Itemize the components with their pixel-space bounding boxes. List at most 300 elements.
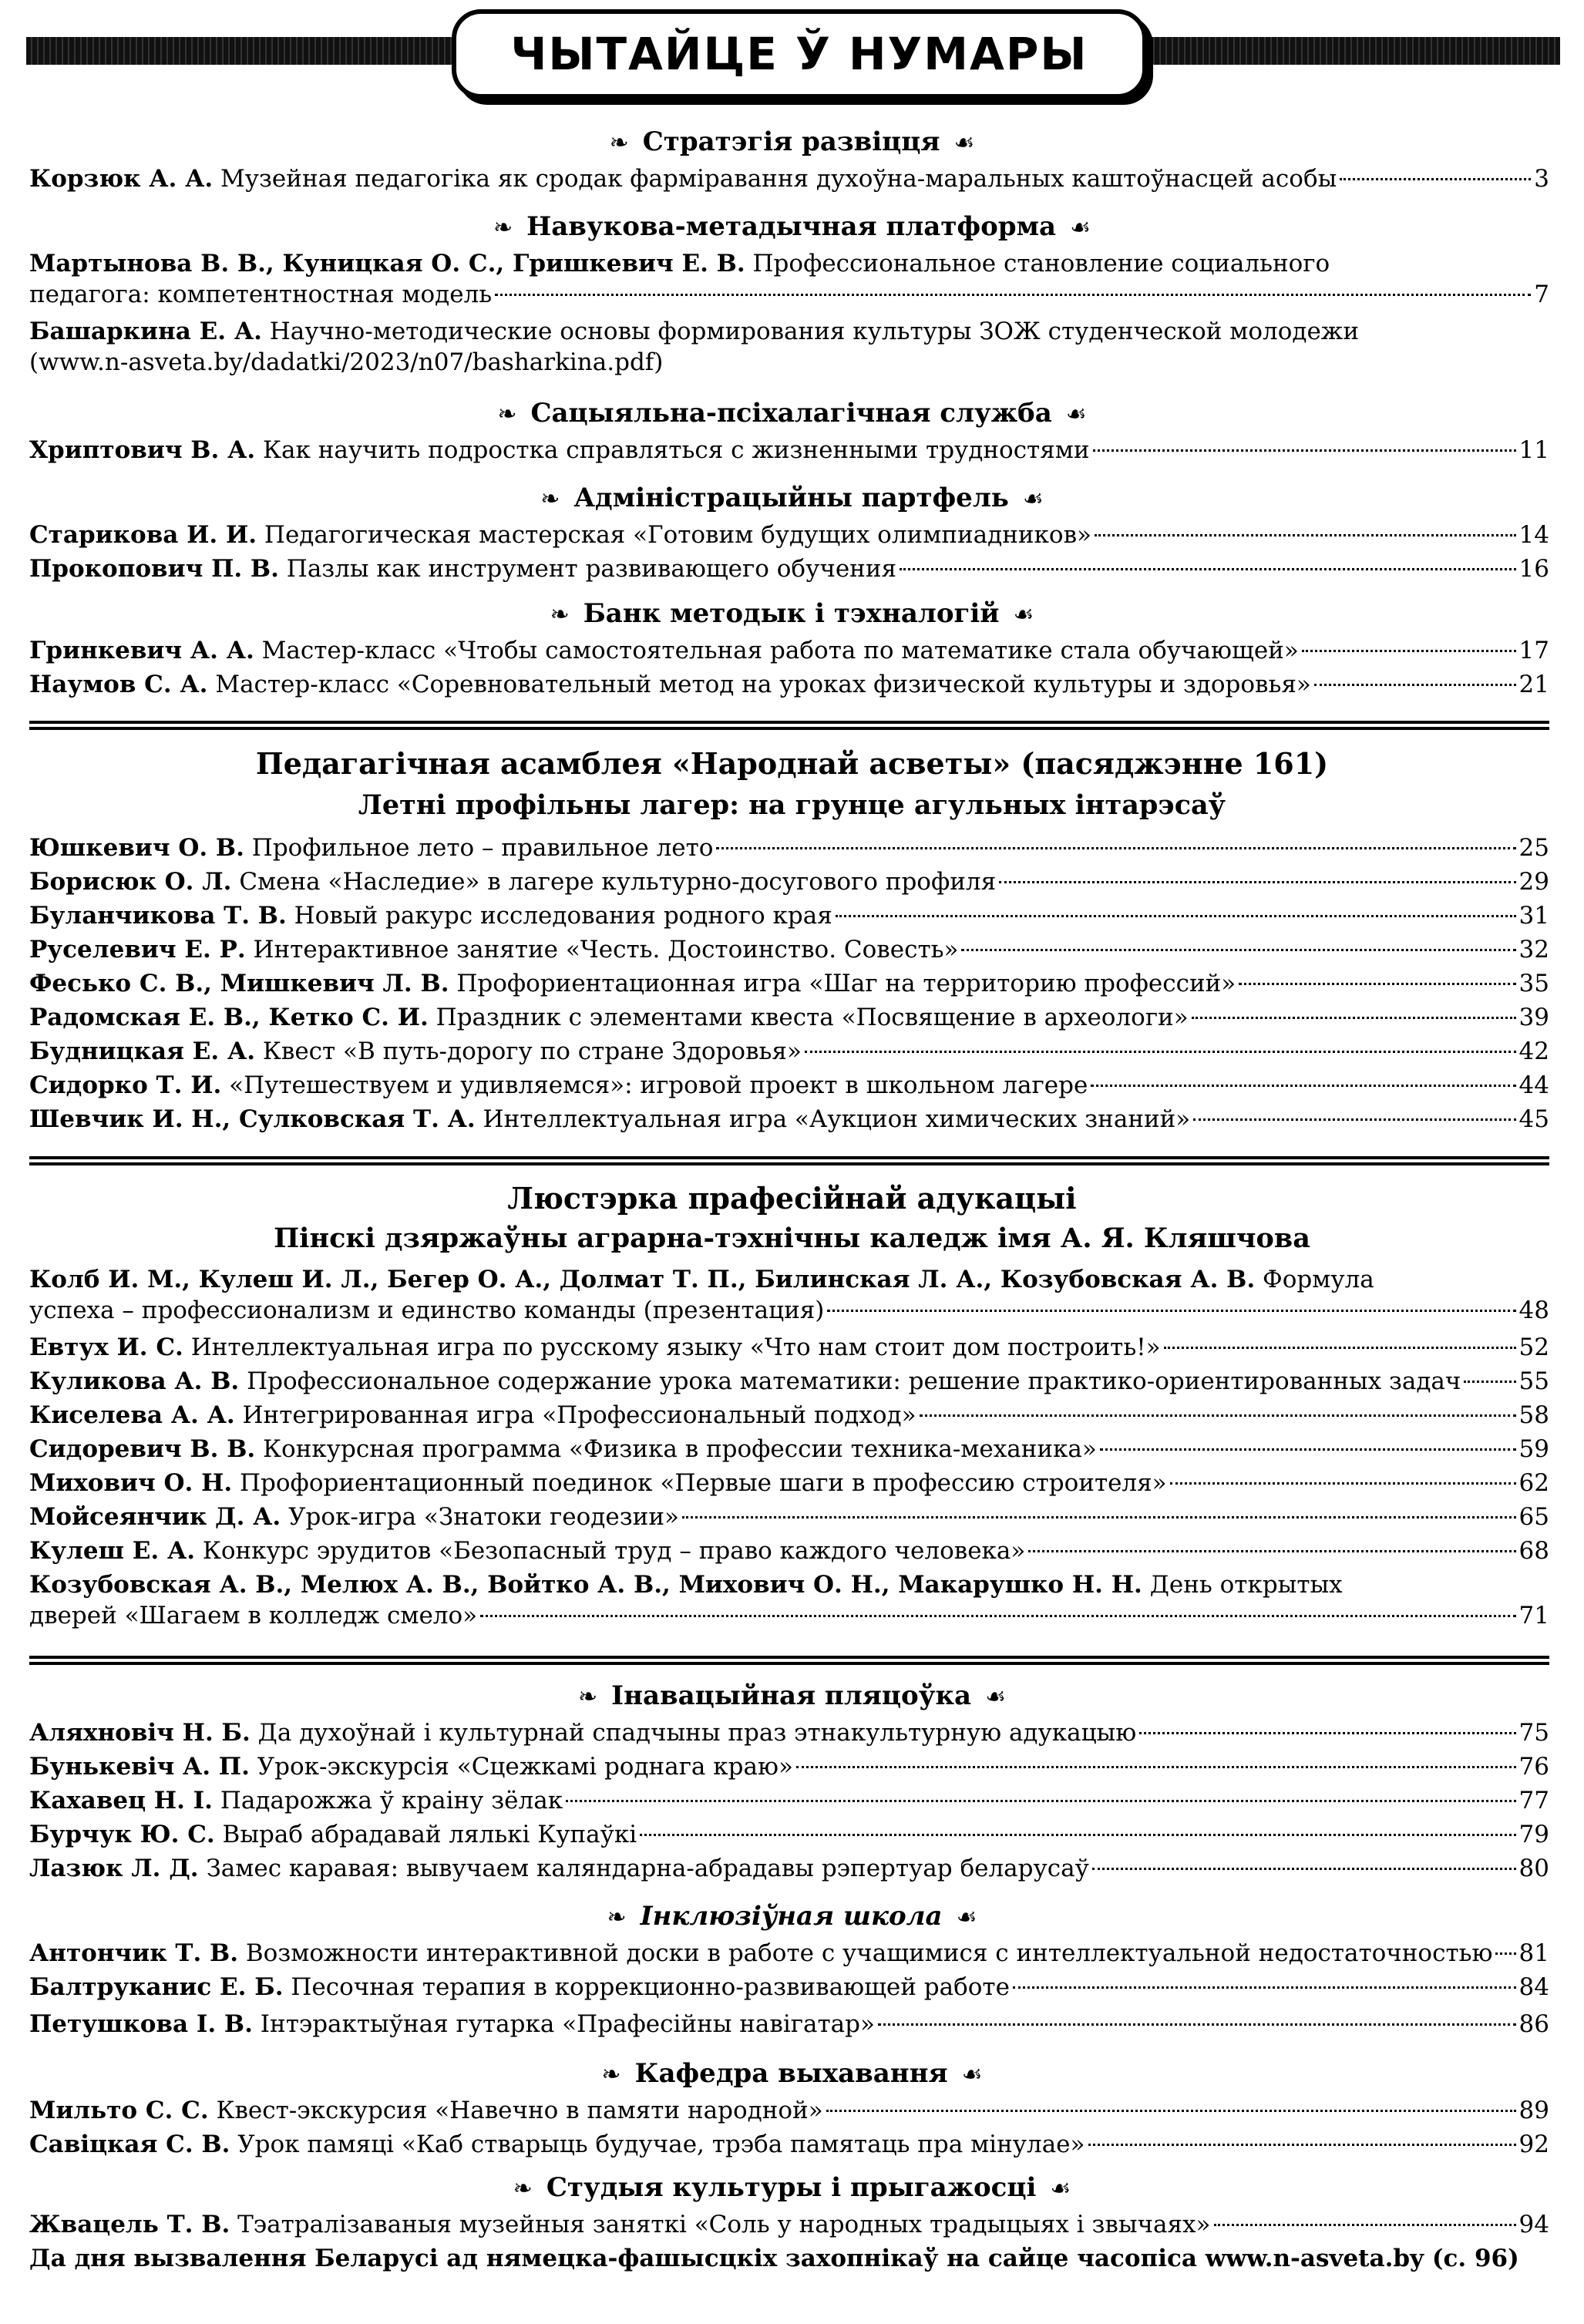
entry-line xyxy=(29,1332,1161,1363)
entry-line xyxy=(29,669,1311,700)
dot-leader xyxy=(1214,2224,1516,2226)
dot-leader xyxy=(1464,1381,1515,1383)
entry-title: педагога: компетентностная модель xyxy=(29,281,493,308)
entry-line xyxy=(29,1502,1549,1532)
dot-leader xyxy=(805,1051,1516,1053)
toc-entry[interactable] xyxy=(29,635,1549,666)
entry-title: (www.n-asveta.by/dadatki/2023/n07/basharkina.pdf) xyxy=(29,348,664,376)
toc-entry[interactable] xyxy=(29,2009,1549,2040)
dot-leader xyxy=(1093,449,1516,452)
entry-author: Куликова А. В. xyxy=(29,1367,240,1395)
entry-line xyxy=(29,1785,563,1816)
entry-line xyxy=(29,520,1091,550)
entry-author: Фесько С. В., Мишкевич Л. В. xyxy=(29,970,449,997)
entry-line xyxy=(29,1434,1549,1465)
entry-author: Наумов С. А. xyxy=(29,671,208,698)
entry-line xyxy=(29,934,1549,965)
entry-line xyxy=(29,2209,1211,2240)
entry-title: Педагогическая мастерская «Готовим будущих олимпиадников» xyxy=(257,521,1091,549)
entry-line xyxy=(29,900,832,931)
entry-line xyxy=(29,1264,1549,1295)
floral-ornament-icon: ☙ xyxy=(1013,601,1034,628)
floral-ornament-icon: ❧ xyxy=(609,129,629,156)
entry-author: Будницкая Е. А. xyxy=(29,1038,256,1065)
section-heading-text: Кафедра выхавання xyxy=(634,2058,948,2089)
floral-ornament-icon: ❧ xyxy=(578,1683,598,1710)
toc-entry[interactable] xyxy=(29,1502,1549,1532)
entry-author: Кулеш Е. А. xyxy=(29,1537,195,1565)
page-number: 42 xyxy=(1518,1038,1549,1065)
entry-title: Профессиональное становление социального xyxy=(745,250,1330,277)
page-number: 75 xyxy=(1518,1719,1549,1747)
entry-author: Старикова И. И. xyxy=(29,521,257,549)
toc-entry[interactable] xyxy=(29,1717,1549,1748)
entry-author: Радомская Е. В., Кетко С. И. xyxy=(29,1004,429,1031)
toc-entry[interactable] xyxy=(29,553,1549,584)
section-heading xyxy=(0,598,1584,629)
entry-author: Башаркина Е. А. xyxy=(29,318,262,345)
entry-line xyxy=(29,1036,1549,1067)
entry-title: Новый ракурс исследования родного края xyxy=(286,902,832,930)
entry-line xyxy=(29,2095,1549,2126)
toc-entry[interactable] xyxy=(29,163,1549,194)
page-number: 76 xyxy=(1518,1753,1549,1781)
entry-title: Урок-экскурсія «Сцежкамі роднага краю» xyxy=(249,1753,793,1781)
entry-line xyxy=(29,279,492,310)
page-number: 94 xyxy=(1518,2211,1549,2238)
section-heading xyxy=(0,211,1584,242)
entry-author: Сидоревич В. В. xyxy=(29,1435,256,1463)
entry-author: Сидорко Т. И. xyxy=(29,1071,222,1099)
entry-line xyxy=(29,248,1549,279)
entry-author: Аляхновіч Н. Б. xyxy=(29,1719,251,1747)
page-number: 48 xyxy=(1518,1297,1549,1324)
toc-entry[interactable] xyxy=(29,1104,1549,1135)
entry-line xyxy=(29,1785,1549,1816)
entry-line xyxy=(29,1366,1461,1397)
entry-author: Шевчик И. Н., Сулковская Т. А. xyxy=(29,1105,476,1133)
entry-line xyxy=(29,2129,1085,2160)
entry-author: Петушкова І. В. xyxy=(29,2010,253,2038)
entry-line xyxy=(29,669,1549,700)
entry-line xyxy=(29,1070,1549,1101)
entry-line xyxy=(29,1717,1549,1748)
entry-line xyxy=(29,1751,1549,1782)
toc-entry[interactable] xyxy=(29,1400,1549,1431)
toc-entry[interactable] xyxy=(29,669,1549,700)
entry-line xyxy=(29,1002,1549,1033)
entry-title: Праздник с элементами квеста «Посвящение в археологи» xyxy=(428,1004,1189,1031)
toc-entry[interactable] xyxy=(29,1972,1549,2003)
dot-leader xyxy=(1164,1347,1516,1349)
page-number: 89 xyxy=(1518,2097,1549,2124)
entry-author: Колб И. М., Кулеш И. Л., Бегер О. А., Долмат Т. П., Билинская Л. А., Козубовская А. В. xyxy=(29,1266,1256,1293)
floral-ornament-icon: ☙ xyxy=(1065,401,1087,428)
entry-line xyxy=(29,1600,1549,1631)
entry-title: дверей «Шагаем в колледж смело» xyxy=(29,1602,478,1629)
page-number: 71 xyxy=(1518,1602,1549,1629)
toc-entry[interactable] xyxy=(29,968,1549,999)
entry-line xyxy=(29,1264,1374,1295)
entry-author: Евтух И. С. xyxy=(29,1334,183,1361)
entry-line xyxy=(29,1400,916,1431)
entry-author: Руселевич Е. Р. xyxy=(29,936,246,964)
floral-ornament-icon: ❧ xyxy=(601,2061,621,2088)
entry-line xyxy=(29,900,1549,931)
entry-title: Конкурсная программа «Физика в профессии техника-механика» xyxy=(255,1435,1097,1463)
dot-leader xyxy=(1314,684,1516,686)
dot-leader xyxy=(961,949,1515,951)
entry-line xyxy=(29,1295,1549,1326)
toc-entry[interactable] xyxy=(29,1853,1549,1884)
entry-line xyxy=(29,520,1549,550)
floral-ornament-icon: ❧ xyxy=(550,601,570,628)
page-number: 92 xyxy=(1518,2131,1549,2158)
dot-leader xyxy=(999,881,1515,883)
floral-ornament-icon: ☙ xyxy=(961,2061,983,2088)
entry-line xyxy=(29,1717,1136,1748)
section-title: Люстэрка прафесійнай адукацыі xyxy=(507,1181,1077,1216)
entry-author: Бурчук Ю. С. xyxy=(29,1821,215,1848)
entry-author: Кахавец Н. І. xyxy=(29,1787,213,1814)
section-divider xyxy=(29,1656,1549,1659)
entry-title: Профессиональное содержание урока математики: решение практико-ориентированных задач xyxy=(239,1367,1461,1395)
entry-line xyxy=(29,1819,637,1850)
entry-line xyxy=(29,1070,1088,1101)
entry-line xyxy=(29,1502,679,1532)
toc-entry[interactable] xyxy=(29,1751,1549,1782)
toc-entry[interactable] xyxy=(29,1366,1549,1397)
entry-author: Бунькевіч А. П. xyxy=(29,1753,250,1781)
entry-line xyxy=(29,1938,1492,1969)
toc-entry[interactable] xyxy=(29,2095,1549,2126)
floral-ornament-icon: ☙ xyxy=(956,1904,977,1931)
page-number: 39 xyxy=(1518,1004,1549,1031)
page-number: 81 xyxy=(1518,1939,1549,1967)
masthead xyxy=(26,9,1560,96)
toc-entry[interactable] xyxy=(29,900,1549,931)
entry-line xyxy=(29,1535,1025,1566)
page-number: 45 xyxy=(1518,1105,1549,1133)
entry-line xyxy=(29,1036,802,1067)
masthead-title: ЧЫТАЙЦЕ Ў НУМАРЫ xyxy=(510,28,1088,80)
dot-leader xyxy=(1170,1482,1516,1485)
entry-title: Музейная педагогіка як сродак фарміравання духоўна-маральных каштоўнасцей асобы xyxy=(213,165,1337,193)
floral-ornament-icon: ☙ xyxy=(1050,2175,1071,2202)
entry-title: Квест-экскурсия «Навечно в памяти народной» xyxy=(208,2097,823,2124)
entry-author: Лазюк Л. Д. xyxy=(29,1855,199,1882)
entry-line xyxy=(29,553,896,584)
entry-line xyxy=(29,934,958,965)
entry-line xyxy=(29,316,1359,347)
section-heading xyxy=(0,2058,1584,2089)
toc-entry[interactable] xyxy=(29,1332,1549,1363)
entry-title: Замес каравая: вывучаем каляндарна-абрадавы рэпертуар беларусаў xyxy=(198,1855,1089,1882)
entry-line xyxy=(29,1434,1097,1465)
entry-line xyxy=(29,1002,1189,1033)
entry-author: Буланчикова Т. В. xyxy=(29,902,287,930)
entry-title: Профориентационная игра «Шаг на территорию профессий» xyxy=(449,970,1236,997)
section-subtitle: Летні профільны лагер: на грунце агульных інтарэсаў xyxy=(358,789,1226,821)
entry-title: Пазлы как инструмент развивающего обучения xyxy=(278,555,897,583)
section-heading xyxy=(0,126,1584,157)
floral-ornament-icon: ❧ xyxy=(493,214,513,241)
toc-entry[interactable] xyxy=(29,2129,1549,2160)
dot-leader xyxy=(1239,983,1515,985)
entry-title: Інтэрактыўная гутарка «Прафесійны навігатар» xyxy=(252,2010,875,2038)
dot-leader xyxy=(1088,2144,1516,2146)
dot-leader xyxy=(495,294,1531,296)
entry-author: Мильто С. С. xyxy=(29,2097,209,2124)
page-number: 55 xyxy=(1518,1367,1549,1395)
toc-entry[interactable] xyxy=(29,1819,1549,1850)
dot-leader xyxy=(480,1615,1515,1617)
entry-line xyxy=(29,316,1549,347)
entry-line xyxy=(29,1972,1549,2003)
entry-line xyxy=(29,1295,824,1326)
toc-entry[interactable] xyxy=(29,832,1549,863)
dot-leader xyxy=(1013,1986,1516,1989)
toc-entry[interactable] xyxy=(29,1002,1549,1033)
page-number: 35 xyxy=(1518,970,1549,997)
dot-leader xyxy=(1302,650,1516,652)
page-number: 62 xyxy=(1518,1469,1549,1497)
section-heading xyxy=(0,2172,1584,2203)
entry-title: Профильное лето – правильное лето xyxy=(244,834,714,862)
entry-title: Конкурс эрудитов «Безопасный труд – право каждого человека» xyxy=(195,1537,1026,1565)
page-number: 44 xyxy=(1518,1071,1549,1099)
entry-line xyxy=(29,279,1549,310)
entry-title: Выраб абрадавай лялькі Купаўкі xyxy=(214,1821,637,1848)
section-heading-text: Адміністрацыйны партфель xyxy=(573,483,1009,513)
page-number: 84 xyxy=(1518,1973,1549,2001)
entry-line xyxy=(29,1468,1167,1498)
entry-line xyxy=(29,866,1549,897)
entry-title: Песочная терапия в коррекционно-развивающей работе xyxy=(283,1973,1010,2001)
page-number: 52 xyxy=(1518,1334,1549,1361)
page-number: 31 xyxy=(1518,902,1549,930)
toc-entry[interactable] xyxy=(29,435,1549,466)
entry-line xyxy=(29,347,663,378)
entry-line xyxy=(29,1853,1549,1884)
page-number: 59 xyxy=(1518,1435,1549,1463)
footer-note: Да дня вызвалення Беларусі ад нямецка-фашысцкіх захопнікаў на сайце часопіса www.n-asveta.by (с. 96) xyxy=(29,2245,1519,2272)
entry-line xyxy=(29,1569,1549,1600)
dot-leader xyxy=(878,2023,1516,2026)
section-heading xyxy=(0,1680,1584,1711)
toc-entry[interactable] xyxy=(29,1036,1549,1067)
dot-leader xyxy=(1100,1448,1516,1451)
entry-line xyxy=(29,2009,1549,2040)
page-number: 79 xyxy=(1518,1821,1549,1848)
entry-author: Хриптович В. А. xyxy=(29,436,256,464)
entry-title: Интеллектуальная игра «Аукцион химических знаний» xyxy=(475,1105,1191,1133)
page-number: 3 xyxy=(1534,165,1549,193)
floral-ornament-icon: ❧ xyxy=(497,401,517,428)
entry-line xyxy=(29,968,1549,999)
toc-entry[interactable] xyxy=(29,248,1549,310)
entry-title: Формула xyxy=(1255,1266,1374,1293)
entry-line xyxy=(29,248,1330,279)
entry-title: Мастер-класс «Чтобы самостоятельная работа по математике стала обучающей» xyxy=(254,637,1299,664)
entry-line xyxy=(29,1468,1549,1498)
entry-title: Интегрированная игра «Профессиональный подход» xyxy=(234,1401,916,1429)
entry-title: успеха – профессионализм и единство команды (презентация) xyxy=(29,1297,825,1324)
floral-ornament-icon: ❧ xyxy=(607,1904,627,1931)
floral-ornament-icon: ☙ xyxy=(1070,214,1091,241)
entry-author: Савіцкая С. В. xyxy=(29,2131,230,2158)
dot-leader xyxy=(640,1834,1515,1836)
entry-line xyxy=(29,1104,1549,1135)
floral-ornament-icon: ❧ xyxy=(540,486,560,513)
entry-author: Антончик Т. В. xyxy=(29,1939,239,1967)
masthead-scroll xyxy=(452,9,1147,99)
entry-line xyxy=(29,1751,793,1782)
floral-ornament-icon: ☙ xyxy=(1022,486,1044,513)
page-number: 7 xyxy=(1534,281,1549,308)
entry-line xyxy=(29,163,1549,194)
entry-line xyxy=(29,635,1549,666)
entry-title: Профориентационный поединок «Первые шаги в профессию строителя» xyxy=(232,1469,1167,1497)
toc-entry[interactable] xyxy=(29,520,1549,550)
toc-entry[interactable] xyxy=(29,1434,1549,1465)
entry-line xyxy=(29,435,1090,466)
toc-entry[interactable] xyxy=(29,1938,1549,1969)
section-heading-text: Інавацыйная пляцоўка xyxy=(611,1680,972,1711)
toc-entry[interactable] xyxy=(29,1468,1549,1498)
page-number: 77 xyxy=(1518,1787,1549,1814)
section-heading xyxy=(0,483,1584,513)
section-divider xyxy=(29,1156,1549,1159)
entry-line xyxy=(29,1938,1549,1969)
page-number: 58 xyxy=(1518,1401,1549,1429)
page-number: 14 xyxy=(1518,521,1549,549)
entry-line xyxy=(29,1332,1549,1363)
entry-author: Корзюк А. А. xyxy=(29,165,214,193)
toc-entry[interactable] xyxy=(29,2209,1549,2240)
entry-title: Как научить подростка справляться с жизненными трудностями xyxy=(255,436,1090,464)
entry-author: Жвацель Т. В. xyxy=(29,2211,230,2238)
entry-title: Интеллектуальная игра по русскому языку «Что нам стоит дом построить!» xyxy=(183,1334,1161,1361)
dot-leader xyxy=(716,847,1515,849)
toc-entry[interactable] xyxy=(29,1264,1549,1326)
page-number: 29 xyxy=(1518,868,1549,896)
entry-line xyxy=(29,2209,1549,2240)
entry-title: Интерактивное занятие «Честь. Достоинство. Совесть» xyxy=(245,936,959,964)
entry-line xyxy=(29,2095,823,2126)
entry-line xyxy=(29,1853,1089,1884)
dot-leader xyxy=(1139,1732,1515,1734)
entry-line xyxy=(29,1400,1549,1431)
page-number: 25 xyxy=(1518,834,1549,862)
entry-line xyxy=(29,832,713,863)
page-number: 32 xyxy=(1518,936,1549,964)
entry-line xyxy=(29,1600,477,1631)
page-number: 16 xyxy=(1518,555,1549,583)
entry-line xyxy=(29,1569,1343,1600)
page-number: 86 xyxy=(1518,2010,1549,2038)
dot-leader xyxy=(682,1516,1516,1519)
section-heading xyxy=(0,398,1584,429)
dot-leader xyxy=(1193,1118,1515,1121)
entry-title: Мастер-класс «Соревновательный метод на уроках физической культуры и здоровья» xyxy=(207,671,1311,698)
section-divider xyxy=(29,721,1549,724)
dot-leader xyxy=(1092,1868,1516,1870)
entry-title: Квест «В путь-дорогу по стране Здоровья» xyxy=(255,1038,802,1065)
toc-entry[interactable] xyxy=(29,1535,1549,1566)
toc-entry[interactable] xyxy=(29,1569,1549,1631)
entry-title: Урок памяці «Каб стварыць будучае, трэба памятаць пра мінулае» xyxy=(230,2131,1085,2158)
entry-line xyxy=(29,1535,1549,1566)
entry-line xyxy=(29,2129,1549,2160)
entry-line xyxy=(29,866,996,897)
entry-author: Козубовская А. В., Мелюх А. В., Войтко А. В., Михович О. Н., Макарушко Н. Н. xyxy=(29,1571,1142,1599)
entry-line xyxy=(29,1366,1549,1397)
entry-title: Урок-игра «Знатоки геодезии» xyxy=(281,1503,679,1531)
floral-ornament-icon: ☙ xyxy=(953,129,975,156)
entry-title: «Путешествуем и удивляемся»: игровой проект в школьном лагере xyxy=(221,1071,1088,1099)
entry-line xyxy=(29,1972,1010,2003)
section-heading-text: Банк методык і тэхналогій xyxy=(583,598,1000,629)
toc-entry[interactable] xyxy=(29,1785,1549,1816)
entry-line xyxy=(29,1104,1190,1135)
page-number: 65 xyxy=(1518,1503,1549,1531)
section-heading-text: Стратэгія развіцця xyxy=(642,126,940,157)
toc-entry[interactable] xyxy=(29,1070,1549,1101)
entry-author: Мартынова В. В., Куницкая О. С., Гришкевич Е. В. xyxy=(29,250,745,277)
entry-title: Смена «Наследие» в лагере культурно-досугового профиля xyxy=(231,868,997,896)
dot-leader xyxy=(1095,534,1516,536)
dot-leader xyxy=(920,1414,1516,1417)
entry-title: Возможности интерактивной доски в работе с учащимися с интеллектуальной недостаточностью xyxy=(238,1939,1493,1967)
entry-line xyxy=(29,2009,875,2040)
entry-author: Юшкевич О. В. xyxy=(29,834,244,862)
entry-line xyxy=(29,832,1549,863)
section-heading-text: Навукова-метадычная платформа xyxy=(526,211,1057,242)
dot-leader xyxy=(796,1766,1516,1768)
entry-line xyxy=(29,1819,1549,1850)
section-heading-text: Сацыяльна-псіхалагічная служба xyxy=(530,398,1052,429)
dot-leader xyxy=(1091,1085,1515,1087)
toc-entry[interactable] xyxy=(29,934,1549,965)
section-title: Педагагічная асамблея «Народнай асветы» (пасяджэнне 161) xyxy=(255,746,1329,781)
entry-author: Киселева А. А. xyxy=(29,1401,235,1429)
section-subtitle: Пінскі дзяржаўны аграрна-тэхнічны каледж імя А. Я. Кляшчова xyxy=(274,1223,1310,1254)
section-heading-text: Інклюзіўная школа xyxy=(640,1901,943,1932)
dot-leader xyxy=(900,568,1515,570)
entry-title: Да духоўнай і культурнай спадчыны праз этнакультурную адукацыю xyxy=(250,1719,1137,1747)
entry-author: Прокопович П. В. xyxy=(29,555,279,583)
dot-leader xyxy=(827,1310,1515,1312)
floral-ornament-icon: ☙ xyxy=(985,1683,1006,1710)
entry-title: Тэатралізаваныя музейныя заняткі «Соль у народных традыцыях і звычаях» xyxy=(230,2211,1211,2238)
entry-line xyxy=(29,968,1236,999)
page-number: 80 xyxy=(1518,1855,1549,1882)
page-number: 68 xyxy=(1518,1537,1549,1565)
dot-leader xyxy=(1340,178,1531,180)
entry-author: Гринкевич А. А. xyxy=(29,637,254,664)
dot-leader xyxy=(1192,1017,1516,1019)
toc-entry[interactable] xyxy=(29,316,1549,378)
entry-line xyxy=(29,553,1549,584)
entry-title: Научно-методические основы формирования культуры ЗОЖ студенческой молодежи xyxy=(261,318,1359,345)
entry-title: Падарожжа ў краіну зёлак xyxy=(212,1787,563,1814)
entry-line xyxy=(29,435,1549,466)
page-number: 21 xyxy=(1518,671,1549,698)
toc-entry[interactable] xyxy=(29,866,1549,897)
dot-leader xyxy=(826,2110,1516,2112)
entry-line xyxy=(29,163,1337,194)
